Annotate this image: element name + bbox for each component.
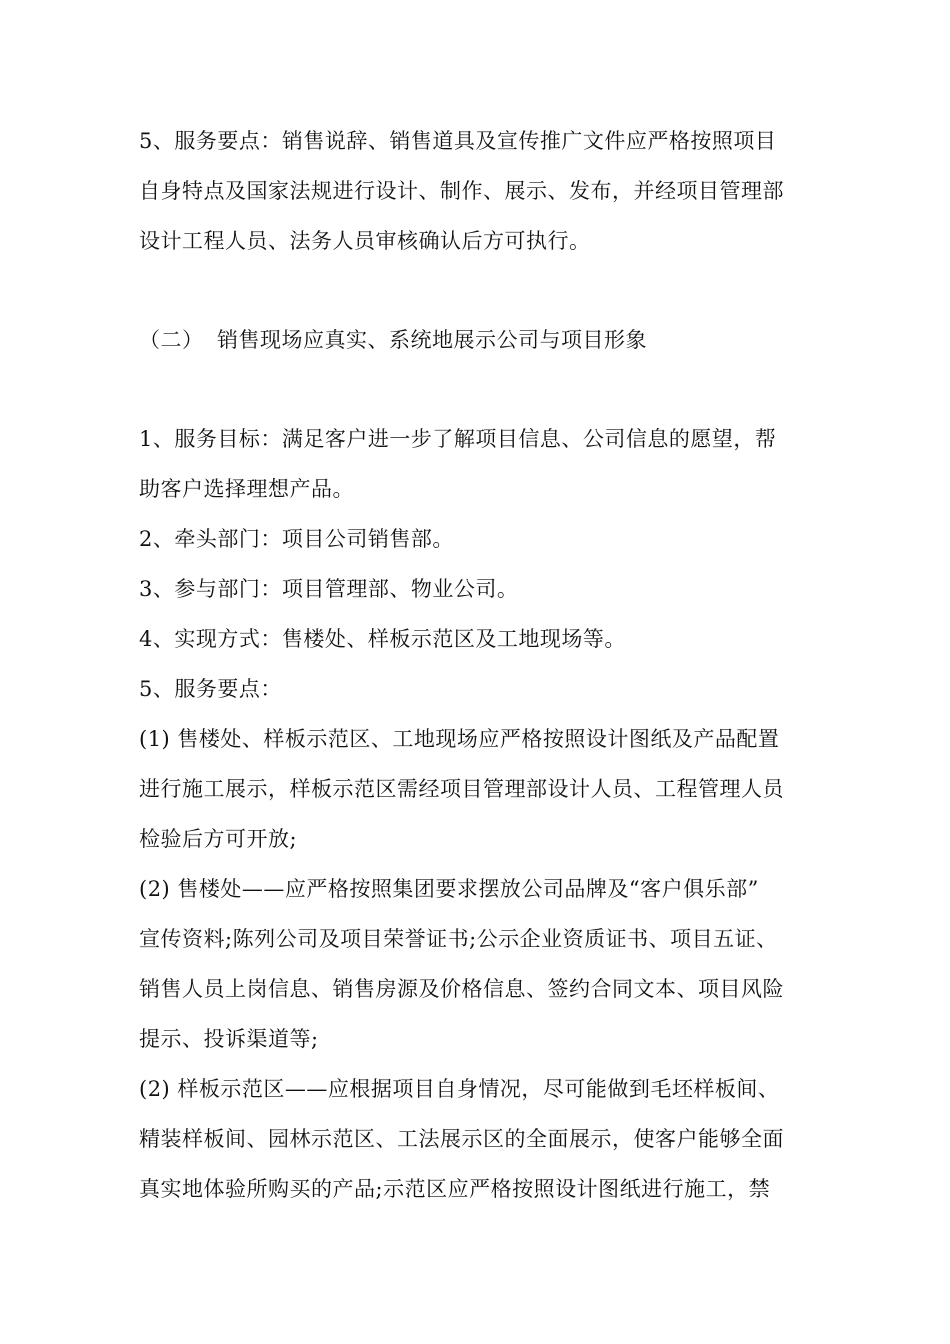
- section-title: 销售现场应真实、系统地展示公司与项目形象: [217, 328, 647, 352]
- paragraph-line: 2、牵头部门：项目公司销售部。: [139, 527, 454, 551]
- paragraph-line: 1、服务目标：满足客户进一步了解项目信息、公司信息的愿望，帮: [139, 427, 777, 451]
- paragraph-line: (1) 售楼处、样板示范区、工地现场应严格按照设计图纸及产品配置: [139, 727, 780, 751]
- paragraph-line: 检验后方可开放;: [139, 827, 298, 851]
- paragraph-line: 4、实现方式：售楼处、样板示范区及工地现场等。: [139, 627, 626, 651]
- paragraph-line: 进行施工展示，样板示范区需经项目管理部设计人员、工程管理人员: [139, 777, 784, 801]
- paragraph-line: (2) 样板示范区——应根据项目自身情况，尽可能做到毛坯样板间、: [139, 1077, 780, 1101]
- paragraph-line: 宣传资料;陈列公司及项目荣誉证书;公示企业资质证书、项目五证、: [139, 927, 778, 951]
- section-heading: [139, 325, 647, 355]
- paragraph-line: 精装样板间、园林示范区、工法展示区的全面展示，使客户能够全面: [139, 1127, 784, 1151]
- paragraph-line: 真实地体验所购买的产品;示范区应严格按照设计图纸进行施工，禁: [139, 1177, 771, 1201]
- section-number: （二）: [139, 328, 204, 352]
- paragraph-line: 3、参与部门：项目管理部、物业公司。: [139, 577, 519, 601]
- paragraph-line: 5、服务要点：: [139, 677, 282, 701]
- paragraph-line: 5、服务要点：销售说辞、销售道具及宣传推广文件应严格按照项目: [139, 129, 777, 153]
- paragraph-line: 提示、投诉渠道等;: [139, 1027, 319, 1051]
- paragraph-line: 设计工程人员、法务人员审核确认后方可执行。: [139, 229, 591, 253]
- paragraph-line: 自身特点及国家法规进行设计、制作、展示、发布，并经项目管理部: [139, 179, 784, 203]
- paragraph-line: 销售人员上岗信息、销售房源及价格信息、签约合同文本、项目风险: [139, 977, 784, 1001]
- paragraph-line: (2) 售楼处——应严格按照集团要求摆放公司品牌及“客户俱乐部”: [139, 877, 759, 901]
- paragraph-line: 助客户选择理想产品。: [139, 477, 354, 501]
